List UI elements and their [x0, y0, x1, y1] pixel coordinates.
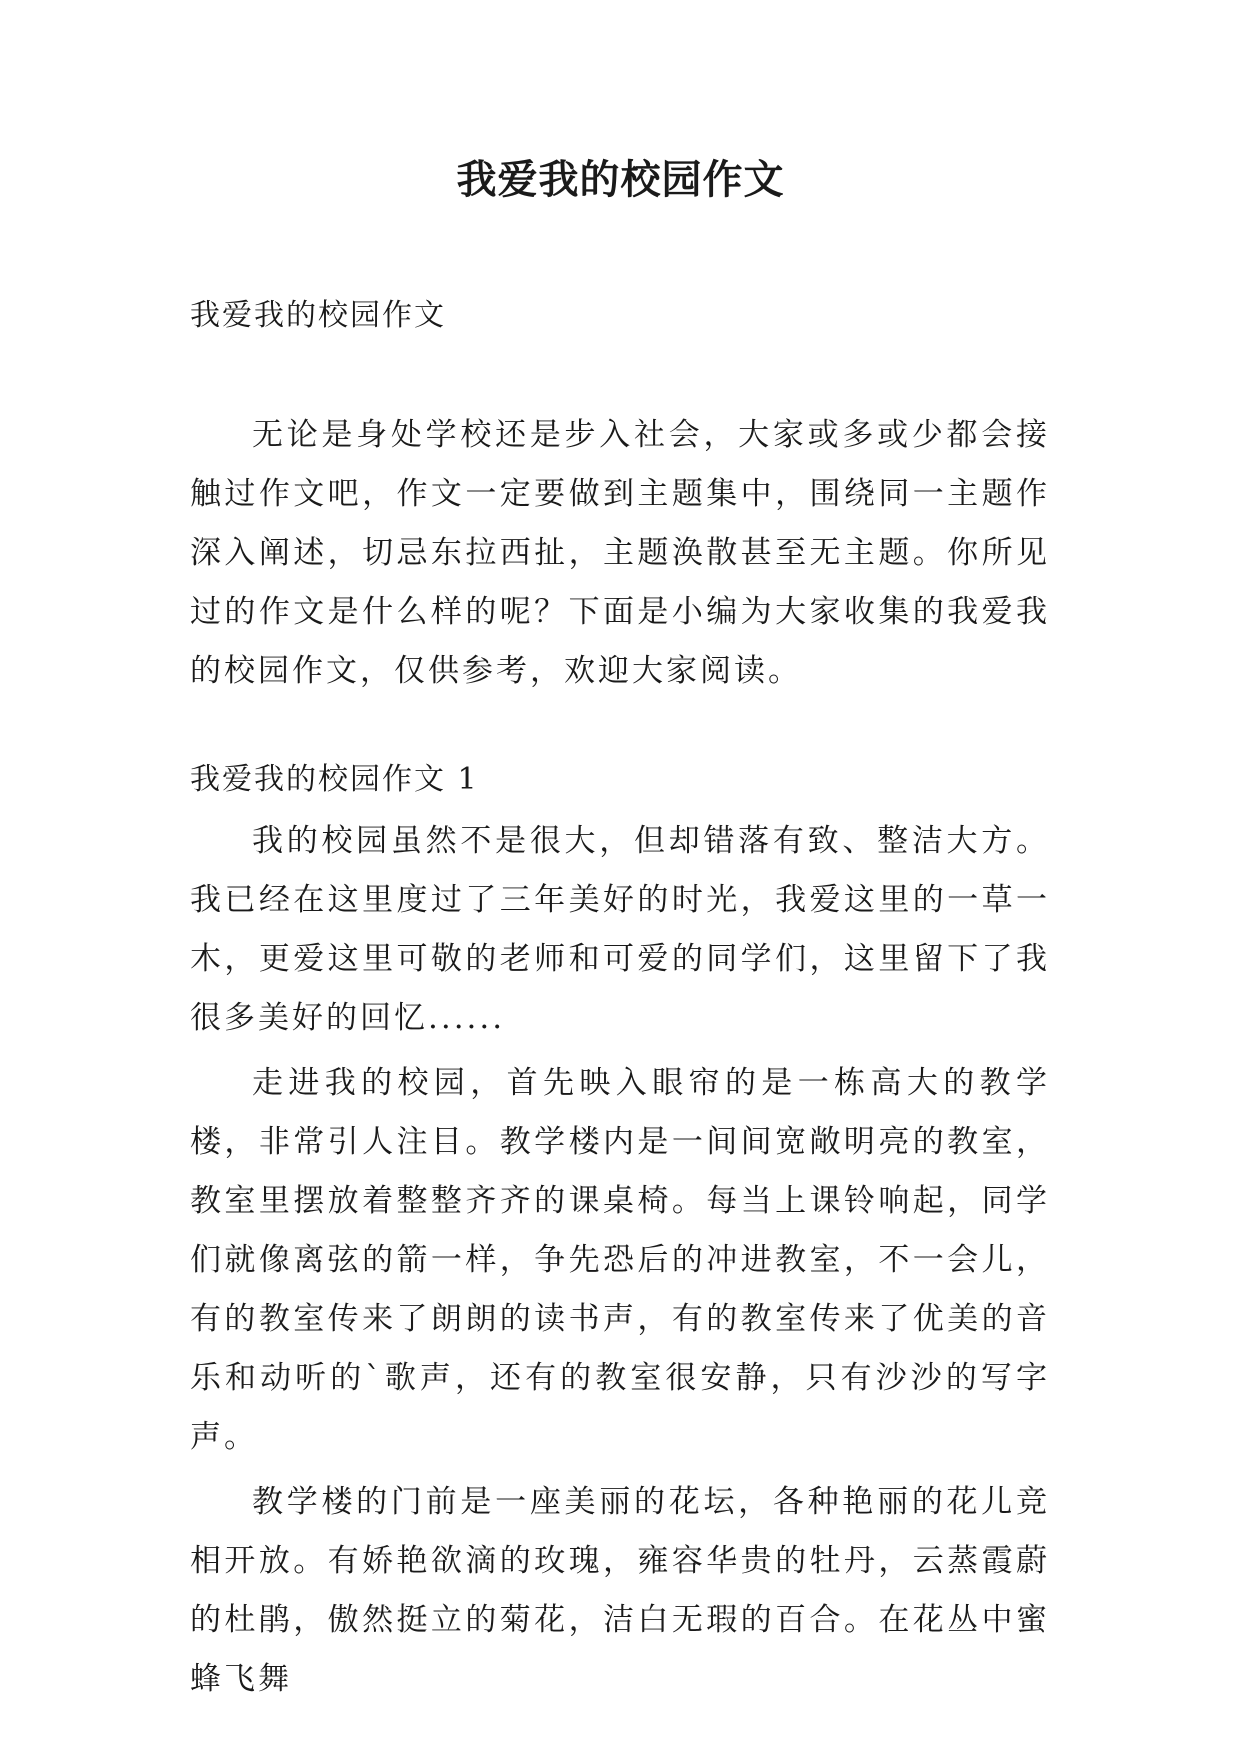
essay-body	[190, 812, 1050, 1709]
body-paragraph: 教学楼的门前是一座美丽的花坛，各种艳丽的花儿竞相开放。有娇艳欲滴的玫瑰，雍容华贵的牡丹，云蒸霞蔚的杜鹃，傲然挺立的菊花，洁白无瑕的百合。在花丛中蜜蜂飞舞	[190, 1484, 1050, 1697]
body-paragraph: 我的校园虽然不是很大，但却错落有致、整洁大方。我已经在这里度过了三年美好的时光，我爱这里的一草一木，更爱这里可敬的老师和可爱的同学们，这里留下了我很多美好的回忆......	[190, 823, 1050, 1036]
document-subtitle: 我爱我的校园作文	[190, 298, 446, 333]
document-title: 我爱我的校园作文	[456, 156, 785, 203]
section-heading: 我爱我的校园作文 1	[190, 762, 479, 797]
body-paragraph: 走进我的校园，首先映入眼帘的是一栋高大的教学楼，非常引人注目。教学楼内是一间间宽敞明亮的教室，教室里摆放着整整齐齐的课桌椅。每当上课铃响起，同学们就像离弦的箭一样，争先恐后的冲进教室，不一会儿，有的教室传来了朗朗的读书声，有的教室传来了优美的音乐和动听的`歌声，还有的教室很安静，只有沙沙的写字声。	[190, 1065, 1050, 1455]
intro-block	[190, 406, 1050, 701]
intro-paragraph: 无论是身处学校还是步入社会，大家或多或少都会接触过作文吧，作文一定要做到主题集中，围绕同一主题作深入阐述，切忌东拉西扯，主题涣散甚至无主题。你所见过的作文是什么样的呢？下面是小编为大家收集的我爱我的校园作文，仅供参考，欢迎大家阅读。	[190, 417, 1050, 689]
